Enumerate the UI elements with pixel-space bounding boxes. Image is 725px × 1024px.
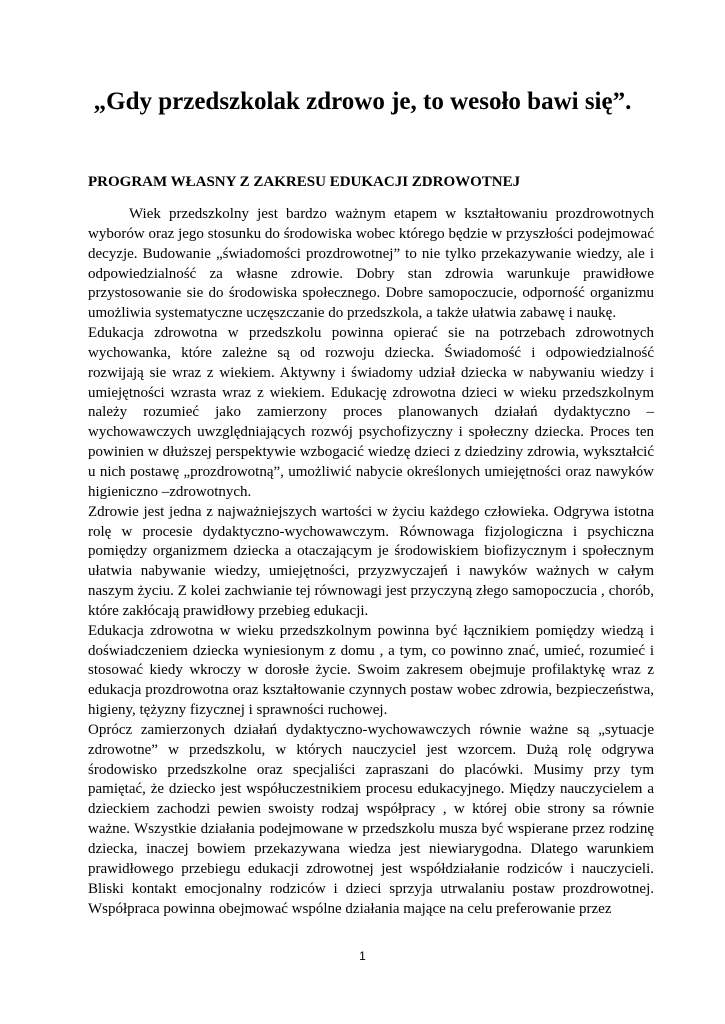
paragraph: Zdrowie jest jedna z najważniejszych wartości w życiu każdego człowieka. Odgrywa istotna rolę w procesie dydaktyczno-wychowawczym. Równowaga fizjologiczna i psychiczna pomiędzy organizmem dziecka a otaczającym je środowiskiem biofizycznym i społecznym ułatwia nabywanie wiedzy, umiejętności, przyzwyczajeń i nawyków ważnych w całym naszym życiu. Z kolei zachwianie tej równowagi jest przyczyną złego samopoczucia , chorób, które zakłócają prawidłowy przebieg edukacji.	[88, 503, 654, 619]
page-number: 1	[359, 949, 366, 963]
document-title: „Gdy przedszkolak zdrowo je, to wesoło bawi się”.	[93, 88, 632, 115]
paragraph: Wiek przedszkolny jest bardzo ważnym etapem w kształtowaniu prozdrowotnych wyborów oraz jego stosunku do środowiska wobec którego będzie w przyszłości podejmować decyzje. Budowanie „świadomości prozdrowotnej” to nie tylko przekazywanie wiedzy, ale i odpowiedzialność za własne zdrowie. Dobry stan zdrowia warunkuje prawidłowe przystosowanie sie do środowiska społecznego. Dobre samopoczucie, odporność organizmu umożliwia systematyczne uczęszczanie do przedszkola, a także ułatwia zabawę i naukę.	[88, 206, 654, 322]
paragraph: Oprócz zamierzonych działań dydaktyczno-wychowawczych równie ważne są „sytuacje zdrowotne” w przedszkolu, w których nauczyciel jest wzorcem. Dużą rolę odgrywa środowisko przedszkolne oraz specjaliści zapraszani do placówki. Musimy przy tym pamiętać, że dziecko jest współuczestnikiem procesu edukacyjnego. Między nauczycielem a dzieckiem zachodzi pewien swoisty rodzaj współpracy , w której obie strony sa równie ważne. Wszystkie działania podejmowane w przedszkolu musza być wspierane przez rodzinę dziecka, inaczej bowiem przekazywana wiedza jest niewiarygodna. Dlatego warunkiem prawidłowego przebiegu edukacji zdrowotnej jest współdziałanie rodziców i nauczycieli. Bliski kontakt emocjonalny rodziców i dzieci sprzyja utrwalaniu postaw prozdrowotnej. Współpraca powinna obejmować wspólne działania mające na celu preferowanie przez	[88, 721, 654, 917]
section-heading: PROGRAM WŁASNY Z ZAKRESU EDUKACJI ZDROWOTNEJ	[88, 174, 521, 190]
paragraph: Edukacja zdrowotna w wieku przedszkolnym powinna być łącznikiem pomiędzy wiedzą i doświadczeniem dziecka wyniesionym z domu , a tym, co powinno znać, umieć, rozumieć i stosować kiedy wkroczy w dorosłe życie. Swoim zakresem obejmuje profilaktykę wraz z edukacja prozdrowotna oraz kształtowanie czynnych postaw wobec zdrowia, bezpieczeństwa, higieny, tężyzny fizycznej i sprawności ruchowej.	[88, 622, 654, 719]
paragraph: Edukacja zdrowotna w przedszkolu powinna opierać sie na potrzebach zdrowotnych wychowanka, które zależne są od rozwoju dziecka. Świadomość i odpowiedzialność rozwijają sie wraz z wiekiem. Aktywny i świadomy udział dziecka w nabywaniu wiedzy i umiejętności wzrasta wraz z wiekiem. Edukację zdrowotna dzieci w wieku przedszkolnym należy rozumieć jako zamierzony proces planowanych działań dydaktyczno – wychowawczych uwzględniających rozwój psychofizyczny i społeczny dziecka. Proces ten powinien w dłuższej perspektywie wzbogacić wiedzę dzieci z dziedziny zdrowia, wykształcić u nich postawę „prozdrowotną”, umożliwić nabycie określonych umiejętności oraz nawyków higieniczno –zdrowotnych.	[88, 325, 654, 500]
body-text	[88, 205, 654, 919]
